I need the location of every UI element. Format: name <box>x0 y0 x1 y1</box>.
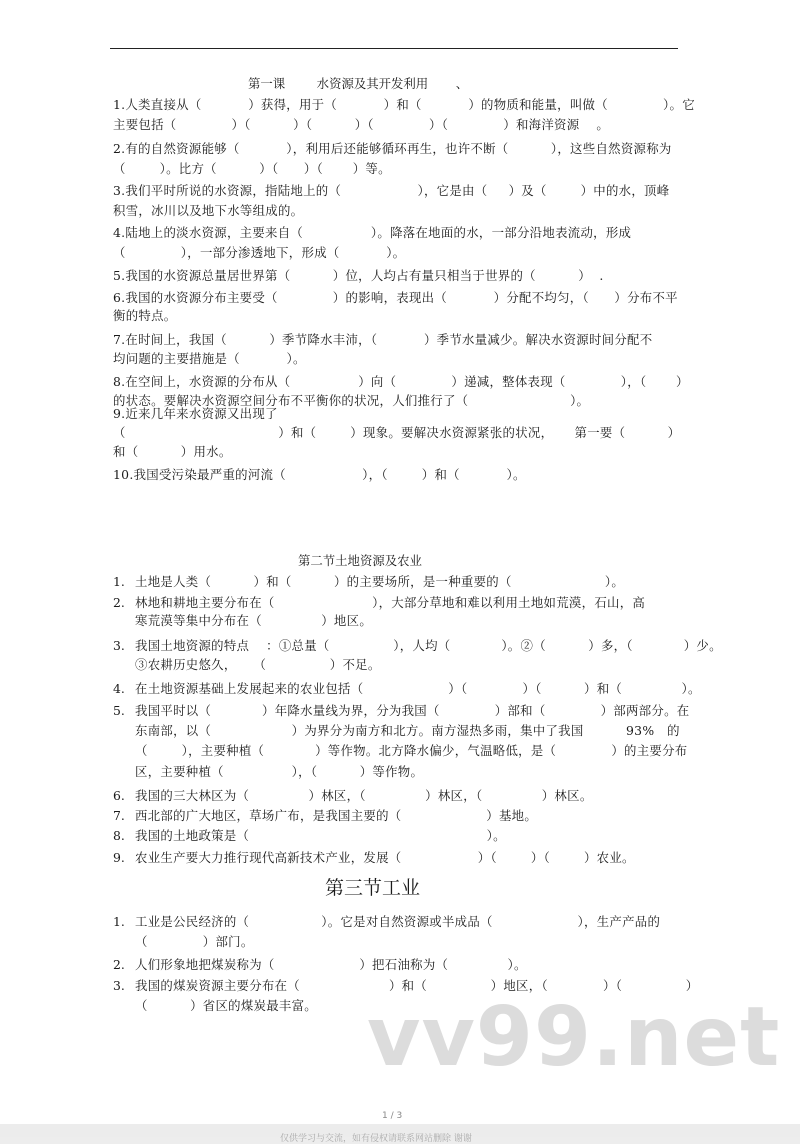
s2-line-13: 我国的土地政策是（ ）。 <box>135 828 506 843</box>
s1-line-18: 和（ ）用水。 <box>113 444 232 459</box>
s2-num-8: 8. <box>113 828 125 843</box>
s3-line-4: 我国的煤炭资源主要分布在（ ）和（ ）地区，（ ）（ ） <box>135 978 699 993</box>
page-number: 1 / 3 <box>382 1111 403 1121</box>
s2-line-1: 土地是人类（ ）和（ ）的主要场所，是一种重要的（ ）。 <box>135 574 625 589</box>
s2-num-2: 2. <box>113 595 125 610</box>
s3-num-2: 2. <box>113 957 125 972</box>
s1-line-16: 9.近来几年来水资源又出现了 <box>113 406 278 421</box>
s1-line-13: 均问题的主要措施是（ ）。 <box>113 351 306 366</box>
s3-num-1: 1. <box>113 914 125 929</box>
s3-line-2: （ ）部门。 <box>135 934 254 949</box>
s1-line-2: 主要包括（ ）（ ）（ ）（ ）（ ）和海洋资源 。 <box>113 117 610 132</box>
s1-line-3: 2.有的自然资源能够（ ），利用后还能够循环再生，也许不断（ ），这些自然资源称为 <box>113 141 672 156</box>
s1-line-4: （ ）。比方（ ）（ ）（ ）等。 <box>113 161 391 176</box>
s2-line-14: 农业生产要大力推行现代高新技术产业，发展（ ）（ ）（ ）农业。 <box>135 850 635 865</box>
lesson1-title: 第一课 水资源及其开发利用 、 <box>248 76 469 91</box>
clipped-footer: 仅供学习与交流，如有侵权请联系网站删除 谢谢 <box>280 1134 472 1144</box>
header-rule <box>110 48 678 49</box>
s2-line-6: 在土地资源基础上发展起来的农业包括（ ）（ ）（ ）和（ ）。 <box>135 681 701 696</box>
s1-line-19: 10.我国受污染最严重的河流（ ），（ ）和（ ）。 <box>113 467 526 482</box>
s2-line-12: 西北部的广大地区，草场广布，是我国主要的（ ）基地。 <box>135 808 538 823</box>
s1-line-8: （ ），一部分渗透地下，形成（ ）。 <box>113 245 406 260</box>
s1-line-6: 积雪，冰川以及地下水等组成的。 <box>113 203 304 218</box>
s1-line-12: 7.在时间上，我国（ ）季节降水丰沛，（ ）季节水量减少。解决水资源时间分配不 <box>113 332 653 347</box>
s2-line-5: ③农耕历史悠久， （ ）不足。 <box>135 657 381 672</box>
s1-line-7: 4.陆地上的淡水资源，主要来自（ ）。降落在地面的水，一部分沿地表流动，形成 <box>113 225 632 240</box>
s2-line-7: 我国平时以（ ）年降水量线为界，分为我国（ ）部和（ ）部两部分。在 <box>135 703 690 718</box>
s2-num-1: 1. <box>113 574 125 589</box>
s2-num-9: 9. <box>113 850 125 865</box>
s1-line-1: 1.人类直接从（ ）获得，用于（ ）和（ ）的物质和能量，叫做（ ）。它 <box>113 97 695 112</box>
s3-num-3: 3. <box>113 978 125 993</box>
s1-line-11: 衡的特点。 <box>113 308 177 323</box>
s3-line-5: （ ）省区的煤炭最丰富。 <box>135 998 317 1013</box>
s1-line-9: 5.我国的水资源总量居世界第（ ）位，人均占有量只相当于世界的（ ） . <box>113 268 604 283</box>
s2-line-11: 我国的三大林区为（ ）林区，（ ）林区，（ ）林区。 <box>135 788 593 803</box>
s1-line-15: 的状态。要解决水资源空间分布不平衡你的状况，人们推行了（ ）。 <box>113 393 590 408</box>
s3-line-1: 工业是公民经济的（ ）。它是对自然资源或半成品（ ），生产产品的 <box>135 914 661 929</box>
s2-num-5: 5. <box>113 703 125 718</box>
s2-num-4: 4. <box>113 681 125 696</box>
s3-line-3: 人们形象地把煤炭称为（ ）把石油称为（ ）。 <box>135 957 527 972</box>
s1-line-17: （ ）和（ ）现象。要解决水资源紧张的状况， 第一要（ ） <box>113 425 681 440</box>
s1-line-5: 3.我们平时所说的水资源，指陆地上的（ ），它是由（ ）及（ ）中的水，顶峰 <box>113 183 670 198</box>
s2-line-3: 寒荒漠等集中分布在（ ）地区。 <box>135 613 373 628</box>
s1-line-10: 6.我国的水资源分布主要受（ ）的影响，表现出（ ）分配不均匀，（ ）分布不平 <box>113 290 678 305</box>
watermark: vv99.net <box>367 990 781 1085</box>
s1-line-14: 8.在空间上，水资源的分布从（ ）向（ ）递减，整体表现（ ），（ ） <box>113 374 689 389</box>
s2-line-8: 东南部，以（ ）为界分为南方和北方。南方湿热多雨，集中了我国 93% 的 <box>135 723 680 738</box>
s2-num-6: 6. <box>113 788 125 803</box>
s2-line-10: 区，主要种植（ ），（ ）等作物。 <box>135 764 424 779</box>
section2-title: 第二节土地资源及农业 <box>298 553 422 568</box>
s2-num-7: 7. <box>113 808 125 823</box>
section3-title: 第三节工业 <box>325 877 421 899</box>
s2-line-4: 我国土地资源的特点 ：①总量（ ），人均（ ）。②（ ）多，（ ）少。 <box>135 638 722 653</box>
s2-line-9: （ ），主要种植（ ）等作物。北方降水偏少，气温略低，是（ ）的主要分布 <box>135 743 688 758</box>
s2-num-3: 3. <box>113 638 125 653</box>
s2-line-2: 林地和耕地主要分布在（ ），大部分草地和难以利用土地如荒漠，石山，高 <box>135 595 646 610</box>
